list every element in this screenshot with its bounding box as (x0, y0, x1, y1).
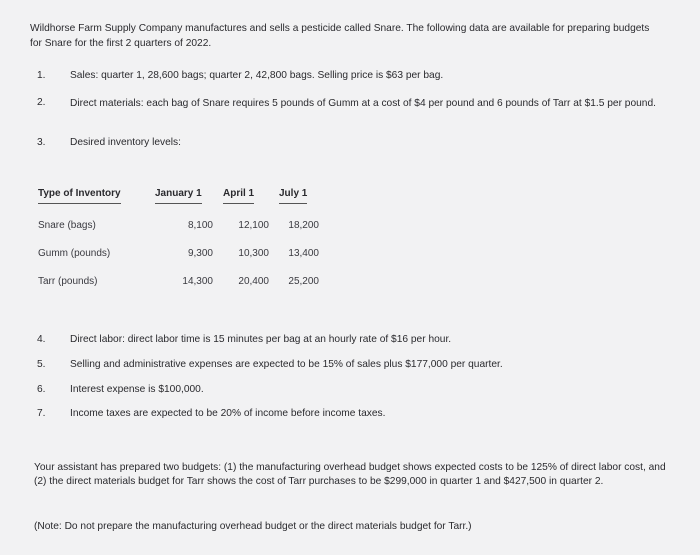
table-row (30, 219, 329, 247)
item-6-number: 6. (37, 384, 46, 395)
cell-value: 14,300 (182, 276, 213, 287)
cell-value: 10,300 (238, 248, 269, 259)
cell-value: 25,200 (288, 276, 319, 287)
item-1-text: Sales: quarter 1, 28,600 bags; quarter 2, 42,800 bags. Selling price is $63 per bag. (70, 70, 444, 81)
assistant-paragraph: Your assistant has prepared two budgets: (1) the manufacturing overhead budget shows expected costs to be 125% of direct labor cost, and (2) the direct materials budget for Tarr shows the cost of Tarr purchases to be $299,000 in quarter 1 and $427,500 in quarter 2. (34, 462, 666, 487)
row-label: Tarr (pounds) (38, 276, 98, 287)
cell-value: 9,300 (187, 248, 213, 259)
item-7-number: 7. (37, 408, 46, 419)
cell-value: 20,400 (238, 276, 269, 287)
header-jul1: July 1 (279, 188, 307, 204)
row-label: Gumm (pounds) (38, 248, 111, 259)
item-2-number: 2. (37, 97, 46, 108)
problem-intro: Wildhorse Farm Supply Company manufactures and sells a pesticide called Snare. The following data are available for preparing budgets for Snare for the first 2 quarters of 2022. (30, 23, 650, 49)
item-7-text: Income taxes are expected to be 20% of income before income taxes. (70, 408, 386, 419)
item-5-number: 5. (37, 359, 46, 370)
item-2-text: Direct materials: each bag of Snare requires 5 pounds of Gumm at a cost of $4 per pound and 6 pounds of Tarr at $1.5 per pound. (70, 98, 656, 109)
item-4-text: Direct labor: direct labor time is 15 minutes per bag at an hourly rate of $16 per hour. (70, 334, 452, 345)
header-type: Type of Inventory (38, 188, 121, 204)
item-4-number: 4. (37, 334, 46, 345)
inventory-table (30, 188, 329, 303)
table-header-row (30, 188, 329, 219)
table-row (30, 247, 329, 275)
header-apr1: April 1 (223, 188, 254, 204)
row-label: Snare (bags) (38, 220, 96, 231)
cell-value: 18,200 (288, 220, 319, 231)
note-text: (Note: Do not prepare the manufacturing overhead budget or the direct materials budget for Tarr.) (34, 521, 472, 532)
cell-value: 12,100 (238, 220, 269, 231)
item-6-text: Interest expense is $100,000. (70, 384, 204, 395)
item-3-text: Desired inventory levels: (70, 137, 181, 148)
cell-value: 13,400 (288, 248, 319, 259)
item-3-number: 3. (37, 137, 46, 148)
item-1-number: 1. (37, 70, 46, 81)
header-jan1: January 1 (155, 188, 202, 204)
item-5-text: Selling and administrative expenses are expected to be 15% of sales plus $177,000 per quarter. (70, 359, 503, 370)
table-row (30, 275, 329, 303)
cell-value: 8,100 (187, 220, 213, 231)
